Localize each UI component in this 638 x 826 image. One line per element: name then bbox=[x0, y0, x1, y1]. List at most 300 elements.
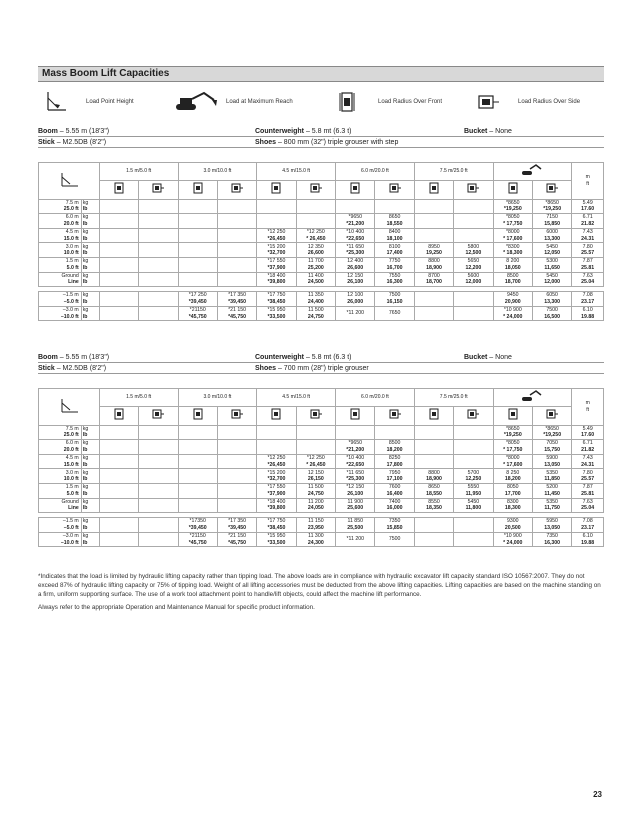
capacity-cell: *15 200 *32,700 bbox=[257, 469, 296, 484]
capacity-cell bbox=[414, 425, 453, 440]
height-label: 3.0 m 10.0 ft bbox=[39, 469, 82, 484]
capacity-cell: 7150 15,850 bbox=[532, 214, 571, 229]
table-row bbox=[39, 518, 604, 533]
excavator-max-reach-icon bbox=[521, 389, 543, 403]
front-radius-cell bbox=[336, 180, 375, 199]
capacity-cell: 7.80 25.57 bbox=[572, 469, 604, 484]
capacity-cell bbox=[99, 243, 138, 258]
capacity-cell: 7350 16,300 bbox=[532, 532, 571, 547]
capacity-cell bbox=[296, 214, 335, 229]
front-radius-icon bbox=[429, 182, 439, 194]
capacity-cell bbox=[139, 257, 178, 272]
capacity-cell bbox=[454, 425, 493, 440]
capacity-cell: 12 100 26,000 bbox=[336, 292, 375, 307]
capacity-cell: *8050 * 17,750 bbox=[493, 440, 532, 455]
table-row bbox=[39, 532, 604, 547]
capacity-cell bbox=[217, 243, 256, 258]
height-label: –3.0 m –10.0 ft bbox=[39, 306, 82, 321]
note-hydraulic-limit: *Indicates that the load is limited by hydraulic lifting capacity rather than tipping load. The above loads are in compliance with hydraulic excavator lift capacity standard ISO 10567:2007. They do not exceed 87% of hydraulic lifting capacity or 75% of tipping load. Weight of all lifting accessories must be deducted from the above lifting capacities. Lifting capacities are based on the machine standing on a firm, uniform supporting surface. The use of a work tool attachment point to handle/lift objects, could affect the machine lift performance. bbox=[38, 573, 601, 598]
front-radius-icon bbox=[350, 408, 360, 420]
capacity-cell: *10 400 *22,650 bbox=[336, 228, 375, 243]
capacity-cell: 7750 16,700 bbox=[375, 257, 414, 272]
front-radius-icon bbox=[429, 408, 439, 420]
side-radius-icon bbox=[467, 183, 479, 193]
capacity-cell bbox=[178, 469, 217, 484]
legend-item-load-point-height bbox=[44, 88, 134, 116]
side-radius-cell bbox=[296, 406, 335, 425]
capacity-cell: 8550 18,350 bbox=[414, 498, 453, 513]
capacity-cell bbox=[178, 272, 217, 287]
capacity-cell: *8050 * 17,750 bbox=[493, 214, 532, 229]
capacity-cell bbox=[414, 440, 453, 455]
capacity-cell bbox=[99, 454, 138, 469]
capacity-cell bbox=[99, 292, 138, 307]
height-label: 7.5 m 25.0 ft bbox=[39, 199, 82, 214]
capacity-cell bbox=[414, 199, 453, 214]
capacity-cell: 9300 20,500 bbox=[493, 518, 532, 533]
front-radius-icon bbox=[271, 408, 281, 420]
capacity-cell: 11 150 23,950 bbox=[296, 518, 335, 533]
capacity-cell: *17 750 *38,450 bbox=[257, 518, 296, 533]
capacity-cell: 5950 13,050 bbox=[532, 518, 571, 533]
units-header: m ft bbox=[572, 389, 604, 426]
capacity-cell: 5350 11,850 bbox=[532, 469, 571, 484]
capacity-cell bbox=[178, 440, 217, 455]
capacity-cell: *11 200 bbox=[336, 532, 375, 547]
height-label: 7.5 m 25.0 ft bbox=[39, 425, 82, 440]
capacity-cell: 12 150 26,150 bbox=[296, 469, 335, 484]
capacity-cell: 7.63 25.04 bbox=[572, 498, 604, 513]
capacity-cell bbox=[454, 214, 493, 229]
capacity-cell bbox=[217, 454, 256, 469]
radius-header: 4.5 m/15.0 ft bbox=[257, 163, 336, 181]
capacity-cell: *21150 *45,750 bbox=[178, 532, 217, 547]
capacity-cell: *8650 *19,250 bbox=[532, 425, 571, 440]
capacity-cell: 8650 18,550 bbox=[375, 214, 414, 229]
capacity-cell: *15 950 *33,500 bbox=[257, 532, 296, 547]
capacity-cell: 7950 17,100 bbox=[375, 469, 414, 484]
capacity-cell: 5.49 17.60 bbox=[572, 425, 604, 440]
unit-label: kg lb bbox=[81, 306, 99, 321]
radius-header: 1.5 m/5.0 ft bbox=[99, 163, 178, 181]
capacity-cell: 9450 20,900 bbox=[493, 292, 532, 307]
capacity-cell: 6050 13,300 bbox=[532, 292, 571, 307]
capacity-cell: 7.87 25.81 bbox=[572, 257, 604, 272]
capacity-cell: *8000 * 17,600 bbox=[493, 228, 532, 243]
capacity-cell bbox=[139, 214, 178, 229]
side-radius-cell bbox=[454, 406, 493, 425]
height-label: 1.5 m 5.0 ft bbox=[39, 257, 82, 272]
front-radius-icon bbox=[338, 90, 358, 114]
capacity-cell bbox=[139, 425, 178, 440]
capacity-cell: 8800 18,900 bbox=[414, 257, 453, 272]
radius-header: 7.5 m/25.0 ft bbox=[414, 163, 493, 181]
max-reach-header bbox=[493, 389, 572, 407]
table-row bbox=[39, 257, 604, 272]
capacity-cell: *9650 *21,200 bbox=[336, 214, 375, 229]
legend-item-load-radius-front bbox=[338, 88, 442, 116]
height-label: 3.0 m 10.0 ft bbox=[39, 243, 82, 258]
unit-label: kg lb bbox=[81, 425, 99, 440]
capacity-cell: 5900 13,050 bbox=[532, 454, 571, 469]
capacity-cell: 7.87 25.81 bbox=[572, 483, 604, 498]
spec-block-2 bbox=[38, 352, 604, 374]
capacity-cell: *12 250 * 26,450 bbox=[296, 228, 335, 243]
capacity-cell bbox=[139, 498, 178, 513]
capacity-cell: *12 250 *26,450 bbox=[257, 454, 296, 469]
front-radius-cell bbox=[493, 406, 532, 425]
front-radius-icon bbox=[508, 182, 518, 194]
front-radius-cell bbox=[414, 180, 453, 199]
legend-item-load-max-reach bbox=[174, 88, 293, 116]
capacity-cell bbox=[217, 214, 256, 229]
capacity-cell bbox=[217, 440, 256, 455]
capacity-cell: *8650 *19,250 bbox=[493, 425, 532, 440]
table-row bbox=[39, 498, 604, 513]
counterweight-label: Counterweight bbox=[255, 354, 304, 361]
excavator-max-reach-icon bbox=[174, 90, 218, 114]
capacity-cell bbox=[296, 199, 335, 214]
front-radius-icon bbox=[193, 182, 203, 194]
capacity-cell bbox=[454, 440, 493, 455]
side-radius-icon bbox=[310, 183, 322, 193]
front-radius-cell bbox=[493, 180, 532, 199]
unit-label: kg lb bbox=[81, 292, 99, 307]
capacity-cell bbox=[178, 454, 217, 469]
capacity-cell bbox=[454, 306, 493, 321]
capacity-cell bbox=[414, 292, 453, 307]
table-row bbox=[39, 469, 604, 484]
capacity-cell bbox=[257, 214, 296, 229]
capacity-cell: 5350 11,750 bbox=[532, 498, 571, 513]
side-radius-cell bbox=[375, 406, 414, 425]
table-row bbox=[39, 228, 604, 243]
side-radius-icon bbox=[231, 183, 243, 193]
radius-header: 6.0 m/20.0 ft bbox=[336, 163, 415, 181]
capacity-cell bbox=[99, 498, 138, 513]
capacity-cell: 11 350 24,400 bbox=[296, 292, 335, 307]
height-label: 1.5 m 5.0 ft bbox=[39, 483, 82, 498]
capacity-cell: 8650 18,550 bbox=[414, 483, 453, 498]
max-reach-header bbox=[493, 163, 572, 181]
table-row bbox=[39, 199, 604, 214]
capacity-cell: 5450 11,800 bbox=[454, 498, 493, 513]
capacity-cell bbox=[178, 228, 217, 243]
table-row bbox=[39, 243, 604, 258]
unit-label: kg lb bbox=[81, 532, 99, 547]
capacity-cell: 8050 17,700 bbox=[493, 483, 532, 498]
capacity-cell bbox=[454, 532, 493, 547]
bucket-label: Bucket bbox=[464, 354, 488, 361]
capacity-cell: 6.71 21.82 bbox=[572, 440, 604, 455]
capacity-cell: *12 150 26,100 bbox=[336, 483, 375, 498]
capacity-cell: 5550 11,950 bbox=[454, 483, 493, 498]
stick-value: – M2.5DB (8'2") bbox=[56, 139, 107, 146]
capacity-cell: 5650 12,200 bbox=[454, 257, 493, 272]
front-radius-cell bbox=[257, 406, 296, 425]
legend-item-load-radius-side bbox=[476, 88, 580, 116]
note-manual-reference: Always refer to the appropriate Operation and Maintenance Manual for specific product information. bbox=[38, 604, 315, 611]
unit-label: kg lb bbox=[81, 469, 99, 484]
capacity-cell bbox=[454, 292, 493, 307]
capacity-cell: *11 650 *25,300 bbox=[336, 243, 375, 258]
capacity-cell: 8800 18,900 bbox=[414, 469, 453, 484]
section-title-bar bbox=[38, 66, 604, 82]
height-label: –1.5 m –5.0 ft bbox=[39, 292, 82, 307]
capacity-cell: *12 250 *26,450 bbox=[257, 228, 296, 243]
side-radius-icon bbox=[546, 409, 558, 419]
front-radius-cell bbox=[257, 180, 296, 199]
capacity-cell bbox=[414, 454, 453, 469]
table-row bbox=[39, 306, 604, 321]
height-axis-header bbox=[39, 389, 100, 426]
unit-label: kg lb bbox=[81, 243, 99, 258]
stick-value: – M2.5DB (8'2") bbox=[56, 365, 107, 372]
capacity-cell bbox=[454, 199, 493, 214]
capacity-cell: 8 250 18,200 bbox=[493, 469, 532, 484]
capacity-cell: 7500 bbox=[375, 532, 414, 547]
unit-label: kg lb bbox=[81, 199, 99, 214]
capacity-cell bbox=[414, 518, 453, 533]
capacity-cell: *15 950 *33,500 bbox=[257, 306, 296, 321]
stick-label: Stick bbox=[38, 365, 55, 372]
capacity-cell: 7.80 25.57 bbox=[572, 243, 604, 258]
capacity-cell bbox=[257, 425, 296, 440]
capacity-cell bbox=[139, 483, 178, 498]
capacity-cell bbox=[139, 469, 178, 484]
capacity-cell: *17 750 *38,450 bbox=[257, 292, 296, 307]
units-header: m ft bbox=[572, 163, 604, 200]
capacity-cell: 7050 15,750 bbox=[532, 440, 571, 455]
capacity-cell bbox=[99, 272, 138, 287]
capacity-cell: *18 400 *39,800 bbox=[257, 272, 296, 287]
unit-label: kg lb bbox=[81, 454, 99, 469]
capacity-cell: 5200 11,450 bbox=[532, 483, 571, 498]
capacity-cell bbox=[217, 257, 256, 272]
capacity-cell bbox=[178, 243, 217, 258]
capacity-cell: 11 900 25,600 bbox=[336, 498, 375, 513]
legend-label-load-radius-side: Load Radius Over Side bbox=[518, 99, 581, 105]
capacity-cell: 6.10 19.88 bbox=[572, 306, 604, 321]
capacity-cell: 6000 13,300 bbox=[532, 228, 571, 243]
bucket-value: – None bbox=[489, 128, 512, 135]
unit-label: kg lb bbox=[81, 440, 99, 455]
table-row bbox=[39, 292, 604, 307]
capacity-cell bbox=[99, 483, 138, 498]
capacity-cell bbox=[178, 199, 217, 214]
capacity-cell: 7500 16,500 bbox=[532, 306, 571, 321]
capacity-cell bbox=[454, 228, 493, 243]
capacity-cell bbox=[99, 469, 138, 484]
section-title: Mass Boom Lift Capacities bbox=[42, 68, 170, 79]
capacity-cell: *18 400 *39,800 bbox=[257, 498, 296, 513]
boom-value: – 5.55 m (18'3") bbox=[59, 128, 110, 135]
capacity-cell bbox=[139, 272, 178, 287]
capacity-cell: *8300 * 18,300 bbox=[493, 243, 532, 258]
capacity-cell bbox=[217, 199, 256, 214]
capacity-cell bbox=[139, 228, 178, 243]
capacity-cell bbox=[178, 498, 217, 513]
height-label: 4.5 m 15.0 ft bbox=[39, 228, 82, 243]
capacity-cell: 7.63 25.04 bbox=[572, 272, 604, 287]
capacity-cell: *10 900 * 24,000 bbox=[493, 306, 532, 321]
side-radius-icon bbox=[389, 183, 401, 193]
table-row bbox=[39, 440, 604, 455]
capacity-cell: *11 200 bbox=[336, 306, 375, 321]
height-label: 4.5 m 15.0 ft bbox=[39, 454, 82, 469]
capacity-cell: 8100 17,400 bbox=[375, 243, 414, 258]
legend-label-load-point-height: Load Point Height bbox=[86, 99, 134, 105]
capacity-cell: *21 150 *45,750 bbox=[217, 532, 256, 547]
legend bbox=[38, 88, 604, 118]
capacity-cell bbox=[99, 518, 138, 533]
capacity-cell bbox=[139, 454, 178, 469]
shoes-label: Shoes bbox=[255, 365, 277, 372]
counterweight-value: – 5.8 mt (6.3 t) bbox=[305, 128, 352, 135]
radius-header: 6.0 m/20.0 ft bbox=[336, 389, 415, 407]
capacity-cell: 5700 12,250 bbox=[454, 469, 493, 484]
load-point-height-icon bbox=[58, 398, 80, 414]
capacity-cell bbox=[139, 199, 178, 214]
capacity-cell: 11 700 25,200 bbox=[296, 257, 335, 272]
capacity-cell: 7.43 24.31 bbox=[572, 228, 604, 243]
side-radius-cell bbox=[532, 180, 571, 199]
side-radius-icon bbox=[152, 409, 164, 419]
capacity-cell: *8000 * 17,600 bbox=[493, 454, 532, 469]
capacity-cell: *21 150 *45,750 bbox=[217, 306, 256, 321]
capacity-cell bbox=[139, 292, 178, 307]
shoes-label: Shoes bbox=[255, 139, 277, 146]
boom-label: Boom bbox=[38, 128, 58, 135]
side-radius-cell bbox=[296, 180, 335, 199]
capacity-cell bbox=[375, 199, 414, 214]
capacity-cell bbox=[217, 469, 256, 484]
height-label: Ground Line bbox=[39, 498, 82, 513]
capacity-cell bbox=[454, 518, 493, 533]
side-radius-icon bbox=[389, 409, 401, 419]
table-row bbox=[39, 272, 604, 287]
capacity-cell bbox=[375, 425, 414, 440]
legend-label-load-max-reach: Load at Maximum Reach bbox=[226, 99, 293, 105]
lift-capacity-table-1 bbox=[38, 162, 604, 321]
capacity-cell bbox=[99, 257, 138, 272]
side-radius-cell bbox=[217, 406, 256, 425]
capacity-cell: *17350 *39,450 bbox=[178, 518, 217, 533]
spec-block-1 bbox=[38, 126, 604, 148]
capacity-cell bbox=[99, 306, 138, 321]
capacity-cell bbox=[217, 483, 256, 498]
capacity-cell bbox=[99, 440, 138, 455]
capacity-cell: *12 250 * 26,450 bbox=[296, 454, 335, 469]
capacity-cell bbox=[257, 199, 296, 214]
table-row bbox=[39, 454, 604, 469]
capacity-cell bbox=[139, 532, 178, 547]
capacity-cell: 6.10 19.88 bbox=[572, 532, 604, 547]
lift-capacity-table-2 bbox=[38, 388, 604, 547]
page-number: 23 bbox=[593, 790, 602, 799]
capacity-cell: 7650 bbox=[375, 306, 414, 321]
capacity-cell bbox=[178, 483, 217, 498]
capacity-cell: 7.08 23.17 bbox=[572, 518, 604, 533]
table-row bbox=[39, 483, 604, 498]
capacity-cell bbox=[99, 532, 138, 547]
boom-value: – 5.55 m (18'3") bbox=[59, 354, 110, 361]
side-radius-cell bbox=[454, 180, 493, 199]
capacity-cell: 8500 18,700 bbox=[493, 272, 532, 287]
counterweight-label: Counterweight bbox=[255, 128, 304, 135]
side-radius-cell bbox=[375, 180, 414, 199]
capacity-cell: 8250 17,800 bbox=[375, 454, 414, 469]
height-axis-header bbox=[39, 163, 100, 200]
front-radius-cell bbox=[178, 406, 217, 425]
capacity-cell: 5800 12,500 bbox=[454, 243, 493, 258]
capacity-cell bbox=[296, 440, 335, 455]
capacity-cell: 11 400 24,500 bbox=[296, 272, 335, 287]
capacity-cell bbox=[99, 214, 138, 229]
radius-header: 1.5 m/5.0 ft bbox=[99, 389, 178, 407]
capacity-cell: 8300 18,300 bbox=[493, 498, 532, 513]
capacity-cell: 11 850 25,500 bbox=[336, 518, 375, 533]
capacity-cell: *10 900 * 24,000 bbox=[493, 532, 532, 547]
side-radius-icon bbox=[310, 409, 322, 419]
capacity-cell: 11 300 24,300 bbox=[296, 532, 335, 547]
unit-label: kg lb bbox=[81, 498, 99, 513]
height-label: Ground Line bbox=[39, 272, 82, 287]
capacity-cell: 6.71 21.82 bbox=[572, 214, 604, 229]
capacity-cell bbox=[296, 425, 335, 440]
bucket-label: Bucket bbox=[464, 128, 488, 135]
capacity-cell bbox=[217, 228, 256, 243]
capacity-cell: 7.08 23.17 bbox=[572, 292, 604, 307]
capacity-cell: 8400 18,100 bbox=[375, 228, 414, 243]
unit-label: kg lb bbox=[81, 214, 99, 229]
load-point-height-icon bbox=[44, 90, 70, 114]
radius-header: 3.0 m/10.0 ft bbox=[178, 163, 257, 181]
capacity-cell bbox=[178, 257, 217, 272]
table-row bbox=[39, 214, 604, 229]
capacity-cell: *17 350 *39,450 bbox=[217, 518, 256, 533]
side-radius-cell bbox=[217, 180, 256, 199]
capacity-cell: *21150 *45,750 bbox=[178, 306, 217, 321]
side-radius-cell bbox=[139, 406, 178, 425]
capacity-cell: *8650 *19,250 bbox=[493, 199, 532, 214]
unit-label: kg lb bbox=[81, 228, 99, 243]
load-point-height-icon bbox=[58, 172, 80, 188]
capacity-cell: 11 200 24,050 bbox=[296, 498, 335, 513]
capacity-cell bbox=[178, 425, 217, 440]
capacity-cell bbox=[99, 228, 138, 243]
capacity-cell: *17 550 *37,900 bbox=[257, 483, 296, 498]
front-radius-icon bbox=[271, 182, 281, 194]
boom-label: Boom bbox=[38, 354, 58, 361]
capacity-cell: 5.49 17.60 bbox=[572, 199, 604, 214]
front-radius-icon bbox=[193, 408, 203, 420]
height-label: –1.5 m –5.0 ft bbox=[39, 518, 82, 533]
capacity-cell bbox=[454, 454, 493, 469]
height-label: 6.0 m 20.0 ft bbox=[39, 440, 82, 455]
capacity-cell: 11 500 24,750 bbox=[296, 306, 335, 321]
radius-header: 7.5 m/25.0 ft bbox=[414, 389, 493, 407]
capacity-cell bbox=[336, 425, 375, 440]
capacity-cell: *17 350 *39,450 bbox=[217, 292, 256, 307]
capacity-cell: 5450 12,050 bbox=[532, 243, 571, 258]
capacity-cell: 11 500 24,750 bbox=[296, 483, 335, 498]
front-radius-cell bbox=[414, 406, 453, 425]
capacity-cell: 8500 18,200 bbox=[375, 440, 414, 455]
capacity-cell: *17 250 *39,450 bbox=[178, 292, 217, 307]
side-radius-cell bbox=[139, 180, 178, 199]
capacity-cell: *17 550 *37,900 bbox=[257, 257, 296, 272]
